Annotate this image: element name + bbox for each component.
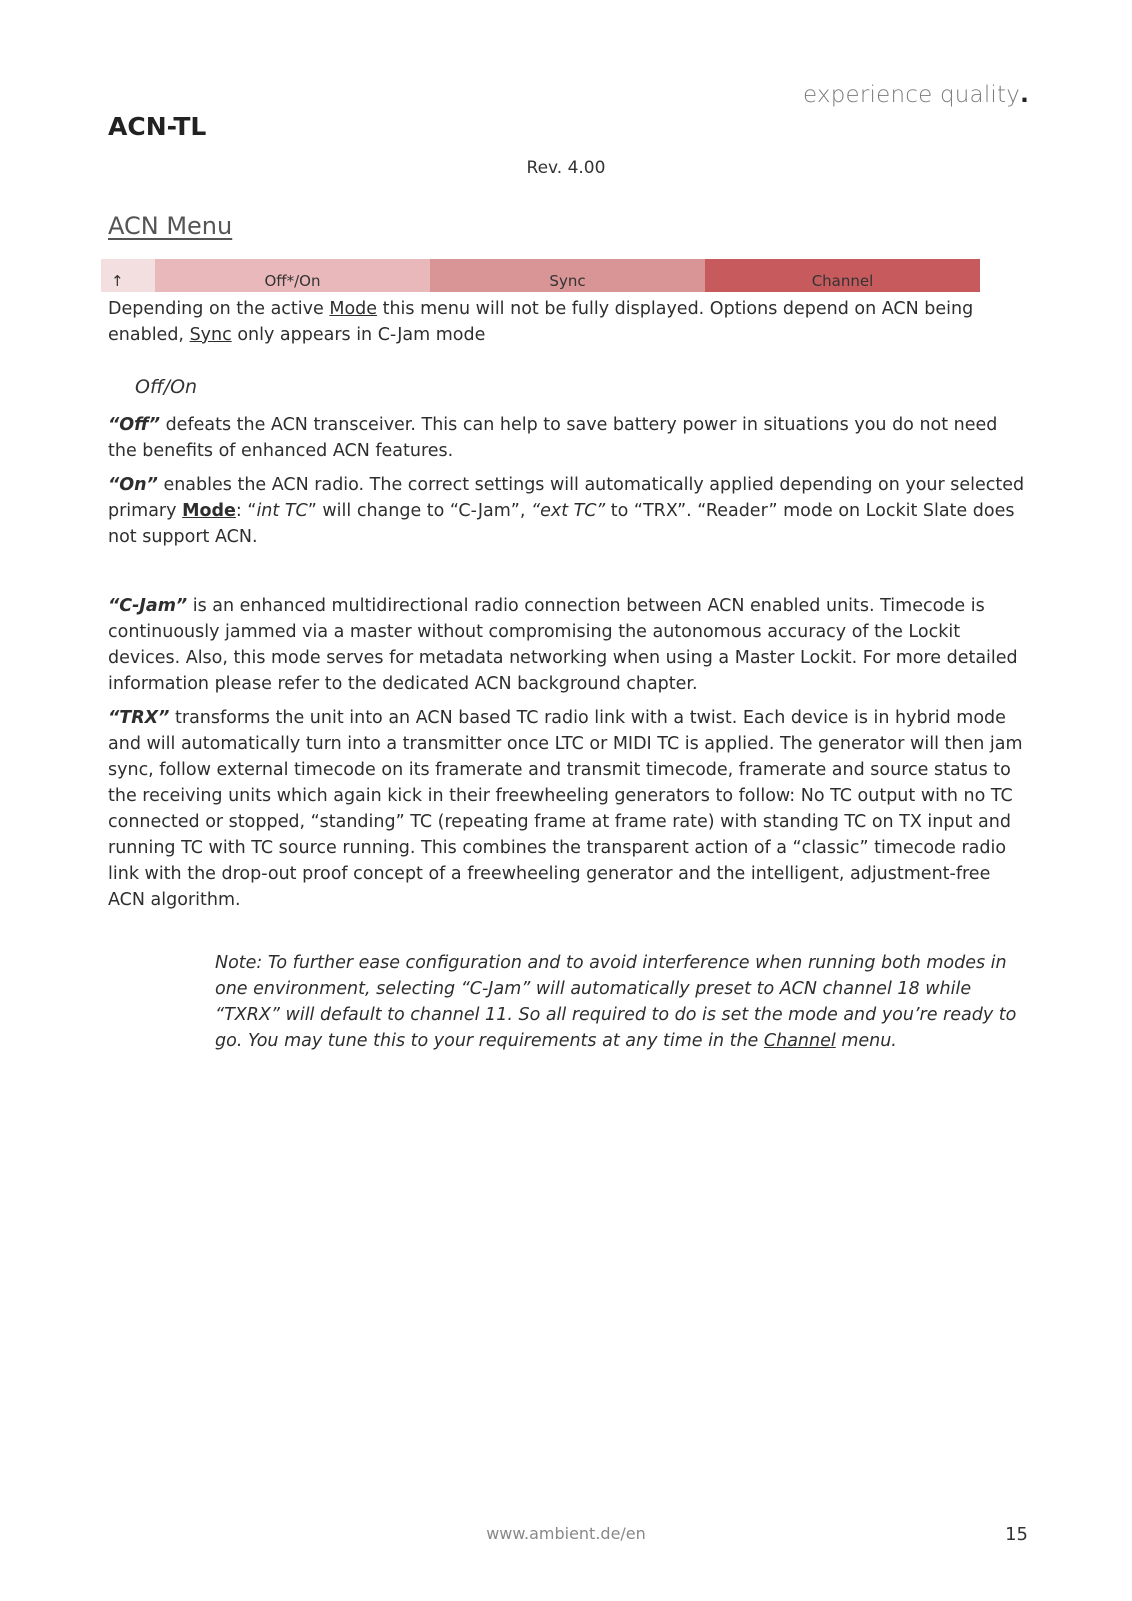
text-span: is an enhanced multidirectional radio connection between ACN enabled units. Timecode is continuously jammed via a master without compromising the autonomous accuracy of the Lockit devices. Also, this mode serves for metadata networking when using a Master Lockit. For more detailed information please refer to the dedicated ACN background chapter. bbox=[108, 596, 1018, 694]
menu-item-channel[interactable] bbox=[705, 259, 980, 292]
text-span: to “TRX”. “Reader” mode on Lockit Slate does not support ACN. bbox=[108, 501, 1015, 547]
term-on: “On” bbox=[108, 475, 158, 495]
mode-link-bold: Mode bbox=[182, 501, 236, 521]
text-span: ” will change to “C-Jam”, bbox=[307, 501, 531, 521]
brand-tagline bbox=[803, 82, 1029, 108]
menu-item-label: Sync bbox=[549, 272, 586, 290]
text-span: transforms the unit into an ACN based TC radio link with a twist. Each device is in hybrid mode and will automatically turn into a transmitter once LTC or MIDI TC is applied. The generator will then jam sync, follow external timecode on its framerate and transmit timecode, framerate and source status to the receiving units which again kick in their freewheeling generators to follow: No TC output with no TC connected or stopped, “standing” TC (repeating frame at frame rate) with standing TC on TX input and running TC with TC source running. This combines the transparent action of a “classic” timecode radio link with the drop-out proof concept of a freewheeling generator and the intelligent, adjustment-free ACN algorithm. bbox=[108, 708, 1023, 910]
int-tc-text: int TC bbox=[256, 501, 308, 521]
menu-item-off-on[interactable] bbox=[155, 259, 430, 292]
section-title: ACN Menu bbox=[108, 212, 233, 240]
page-number: 15 bbox=[1005, 1524, 1028, 1545]
tagline-dot: . bbox=[1020, 82, 1029, 108]
arrow-up-icon[interactable] bbox=[101, 259, 155, 292]
sync-link: Sync bbox=[189, 325, 232, 345]
text-span: defeats the ACN transceiver. This can help to save battery power in situations you do not need the benefits of enhanced ACN features. bbox=[108, 415, 998, 461]
document-title: ACN-TL bbox=[108, 112, 207, 141]
off-paragraph bbox=[108, 412, 1028, 464]
trx-paragraph bbox=[108, 705, 1028, 913]
up-glyph: ↑ bbox=[111, 272, 124, 290]
text-span: Depending on the active bbox=[108, 299, 330, 319]
mode-link: Mode bbox=[329, 299, 378, 319]
revision-label: Rev. 4.00 bbox=[526, 158, 606, 178]
channel-link: Channel bbox=[763, 1031, 836, 1051]
text-span: : “ bbox=[235, 501, 257, 521]
term-off: “Off” bbox=[108, 415, 160, 435]
term-cjam: “C-Jam” bbox=[108, 596, 188, 616]
menu-item-label: Channel bbox=[811, 272, 874, 290]
note-paragraph bbox=[215, 950, 1030, 1054]
text-span: only appears in C-Jam mode bbox=[231, 325, 486, 345]
term-trx: “TRX” bbox=[108, 708, 170, 728]
subheading-off-on: Off/On bbox=[135, 376, 198, 398]
text-span: this menu will not be fully displayed. Options depend on ACN being enabled, bbox=[108, 299, 974, 345]
ext-tc-text: “ext TC” bbox=[531, 501, 606, 521]
cjam-paragraph bbox=[108, 593, 1028, 697]
on-paragraph bbox=[108, 472, 1028, 550]
footer-url: www.ambient.de/en bbox=[486, 1524, 646, 1543]
tagline-text: experience quality bbox=[802, 82, 1021, 108]
menu-item-label: Off*/On bbox=[264, 272, 321, 290]
intro-paragraph bbox=[108, 296, 1028, 348]
menu-navigation-bar bbox=[101, 259, 980, 292]
text-span: menu. bbox=[835, 1031, 897, 1051]
text-span: Note: To further ease configuration and to avoid interference when running both modes in one environment, selecting “C-Jam” will automatically preset to ACN channel 18 while “TXRX” will default to channel 11. So all required to do is set the mode and you’re ready to go. You may tune this to your requirements at any time in the bbox=[215, 953, 1017, 1051]
text-span: enables the ACN radio. The correct settings will automatically applied depending on your selected primary bbox=[108, 475, 1025, 521]
menu-item-sync[interactable] bbox=[430, 259, 705, 292]
